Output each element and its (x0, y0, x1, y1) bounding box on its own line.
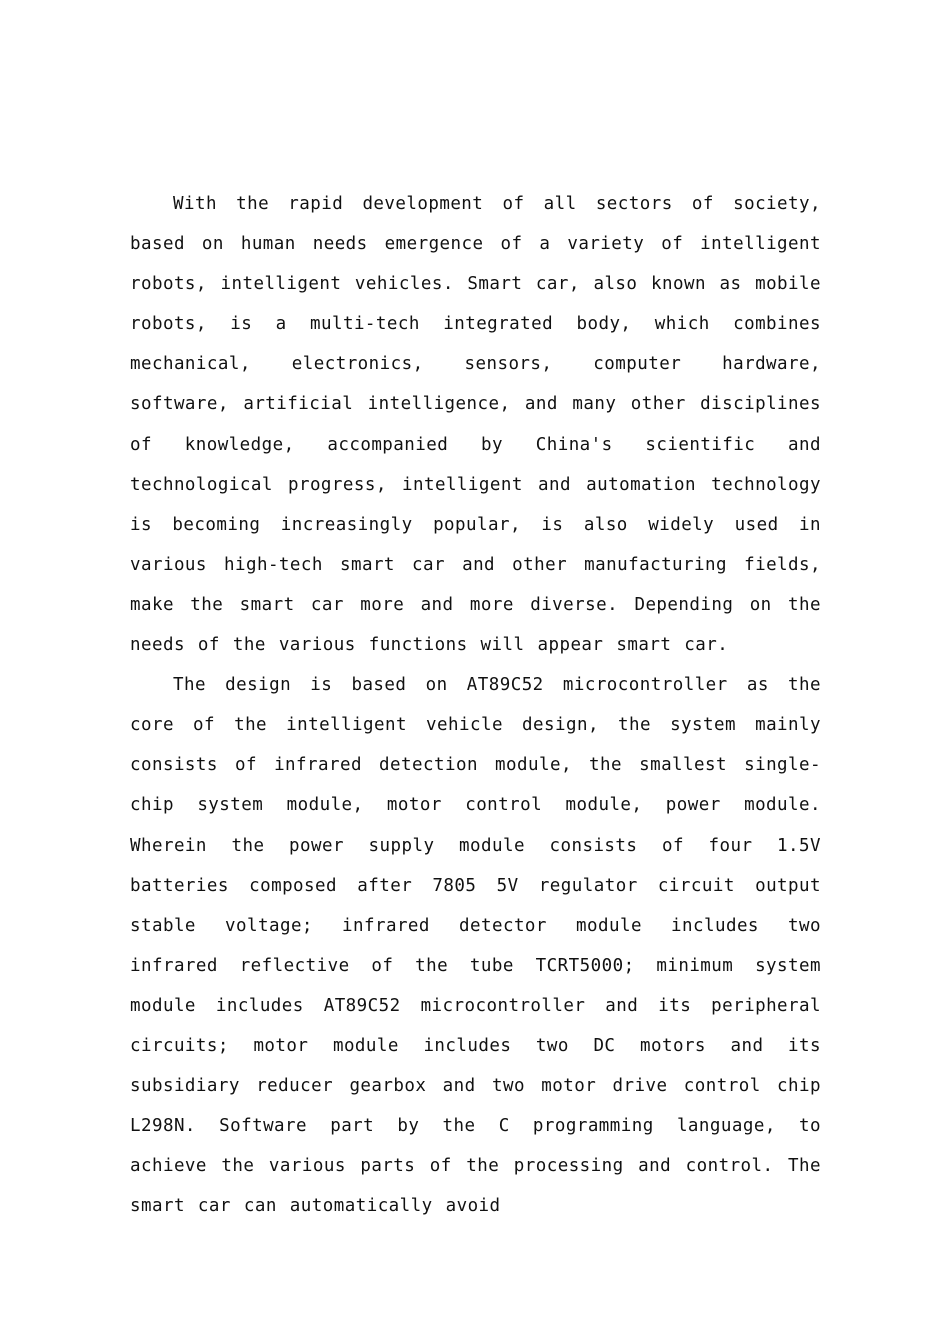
abstract-body (130, 184, 821, 1226)
paragraph-1: With the rapid development of all sectors of society, based on human needs emergence of a variety of intelligent robots, intelligent vehicles. Smart car, also known as mobile robots, is a multi-tech integrated body, which combines mechanical, electronics, sensors, computer hardware, software, artificial intelligence, and many other disciplines of knowledge, accompanied by China's scientific and technological progress, intelligent and automation technology is becoming increasingly popular, is also widely used in various high-tech smart car and other manufacturing fields, make the smart car more and more diverse. Depending on the needs of the various functions will appear smart car. (130, 194, 821, 656)
paragraph-2: The design is based on AT89C52 microcontroller as the core of the intelligent vehicle design, the system mainly consists of infrared detection module, the smallest single-chip system module, motor control module, power module. Wherein the power supply module consists of four 1.5V batteries composed after 7805 5V regulator circuit output stable voltage; infrared detector module includes two infrared reflective of the tube TCRT5000; minimum system module includes AT89C52 microcontroller and its peripheral circuits; motor module includes two DC motors and its subsidiary reducer gearbox and two motor drive control chip L298N. Software part by the C programming language, to achieve the various parts of the processing and control. The smart car can automatically avoid (130, 675, 821, 1217)
